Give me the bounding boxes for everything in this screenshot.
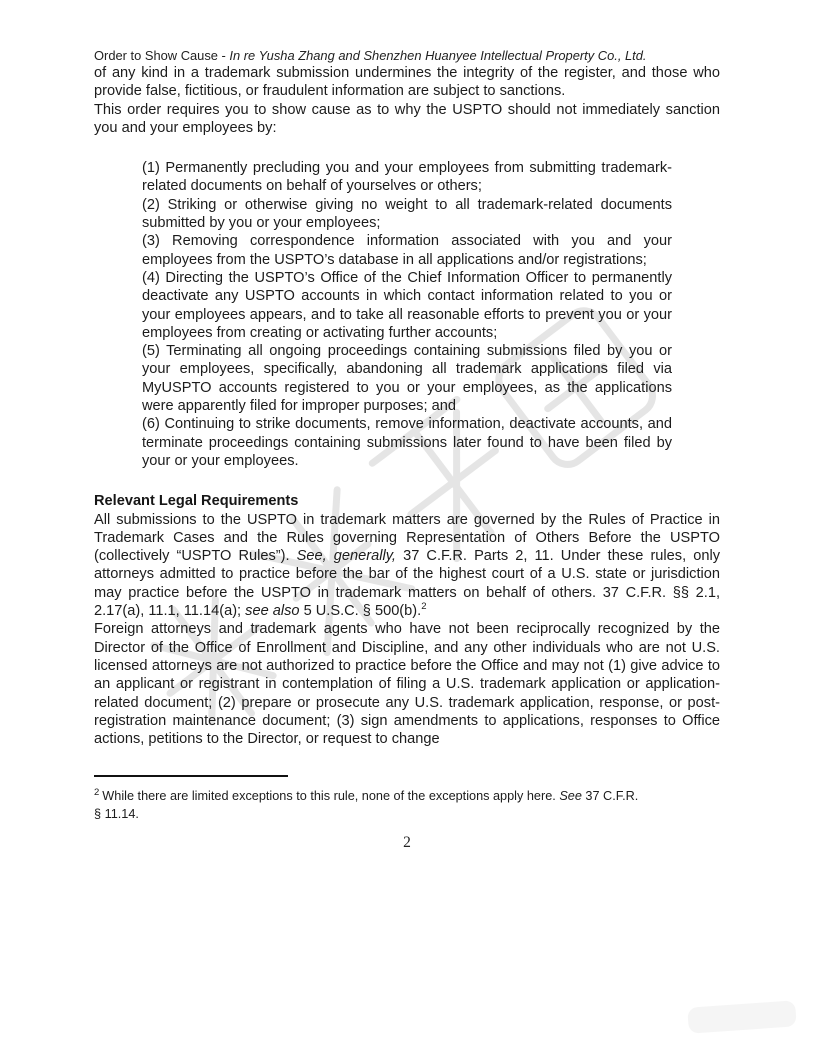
footnote-separator bbox=[94, 775, 288, 777]
paragraph-intro-continuation: of any kind in a trademark submission undermines the integrity of the register, and those who provide false, fictitious, or fraudulent information are subject to sanctions. bbox=[94, 65, 720, 100]
list-item-4: (4) Directing the USPTO’s Office of the Chief Information Officer to permanently deactivate any USPTO accounts in which contact information related to you or your employees appears, and to take all reasonable efforts to prevent you or your employees from creating or activating further accounts; bbox=[142, 269, 672, 341]
list-item-3: (3) Removing correspondence information associated with you and your employees from the USPTO’s database in all applications and/or registrations; bbox=[142, 233, 672, 268]
paragraph-legal-requirements bbox=[94, 511, 720, 621]
list-item-2: (2) Striking or otherwise giving no weight to all trademark-related documents submitted by you or your employees; bbox=[142, 196, 672, 232]
legal-text-3: 5 U.S.C. § 500(b). bbox=[299, 603, 422, 620]
footnote-see-italic: See bbox=[559, 789, 582, 804]
running-header bbox=[94, 48, 720, 64]
footnote-number: 2 bbox=[94, 787, 100, 799]
footnote-text-1: While there are limited exceptions to this rule, none of the exceptions apply here. bbox=[102, 789, 560, 804]
header-title: Order to Show Cause - bbox=[94, 48, 230, 63]
footnote-reference-marker: 2 bbox=[421, 601, 427, 613]
page-number: 2 bbox=[403, 833, 411, 851]
list-item-1: (1) Permanently precluding you and your employees from submitting trademark-related documents on behalf of yourselves or others; bbox=[142, 160, 672, 195]
list-item-6: (6) Continuing to strike documents, remove information, deactivate accounts, and terminate proceedings containing submissions later found to have been filed by your or your employees. bbox=[142, 416, 672, 469]
citation-see-generally: See, generally, bbox=[296, 548, 396, 565]
footnote-text-3: § 11.14. bbox=[94, 806, 139, 821]
document-content bbox=[94, 0, 720, 852]
paragraph-foreign-attorneys: Foreign attorneys and trademark agents who have not been reciprocally recognized by the Director of the Office of Enrollment and Discipline, and any other individuals who are not U.S. licensed attorneys are not authorized to practice before the Office and may not (1) give advice to an applicant or registrant in contemplation of filing a U.S. trademark application or application-related document; (2) prepare or prosecute any U.S. trademark application, response, or post-registration maintenance document; (3) sign amendments to applications, responses to Office actions, petitions to the Director, or request to change bbox=[94, 621, 720, 748]
legal-text-2: 37 C.F.R. Parts 2, 11. Under these rules, only attorneys admitted to practice before the bar of the highest court of a U.S. state or jurisdiction may practice before the USPTO in trademark matters on behalf of others. 37 C.F.R. §§ 2.1, 2.17(a), 11.1, 11.14(a); bbox=[94, 548, 720, 620]
footnote-text-2: 37 C.F.R. bbox=[581, 789, 639, 804]
paragraph-show-cause: This order requires you to show cause as to why the USPTO should not immediately sanction you and your employees by: bbox=[94, 101, 720, 136]
legal-text-1: All submissions to the USPTO in trademark matters are governed by the Rules of Practice in Trademark Cases and the Rules governing Representation of Others Before the USPTO (collectively “USPTO Rules”). bbox=[94, 511, 720, 565]
list-item-5: (5) Terminating all ongoing proceedings containing submissions filed by you or your employees, specifically, abandoning all trademark applications filed via MyUSPTO accounts registered to you or your employees, as the applications were apparently filed for improper purposes; and bbox=[142, 343, 672, 415]
footnote bbox=[94, 788, 720, 823]
section-heading: Relevant Legal Requirements bbox=[94, 493, 299, 510]
sanctions-list bbox=[94, 159, 720, 470]
citation-see-also: see also bbox=[245, 603, 300, 620]
header-case-name: In re Yusha Zhang and Shenzhen Huanyee Intellectual Property Co., Ltd. bbox=[229, 48, 647, 63]
scan-artifact bbox=[687, 1000, 797, 1033]
